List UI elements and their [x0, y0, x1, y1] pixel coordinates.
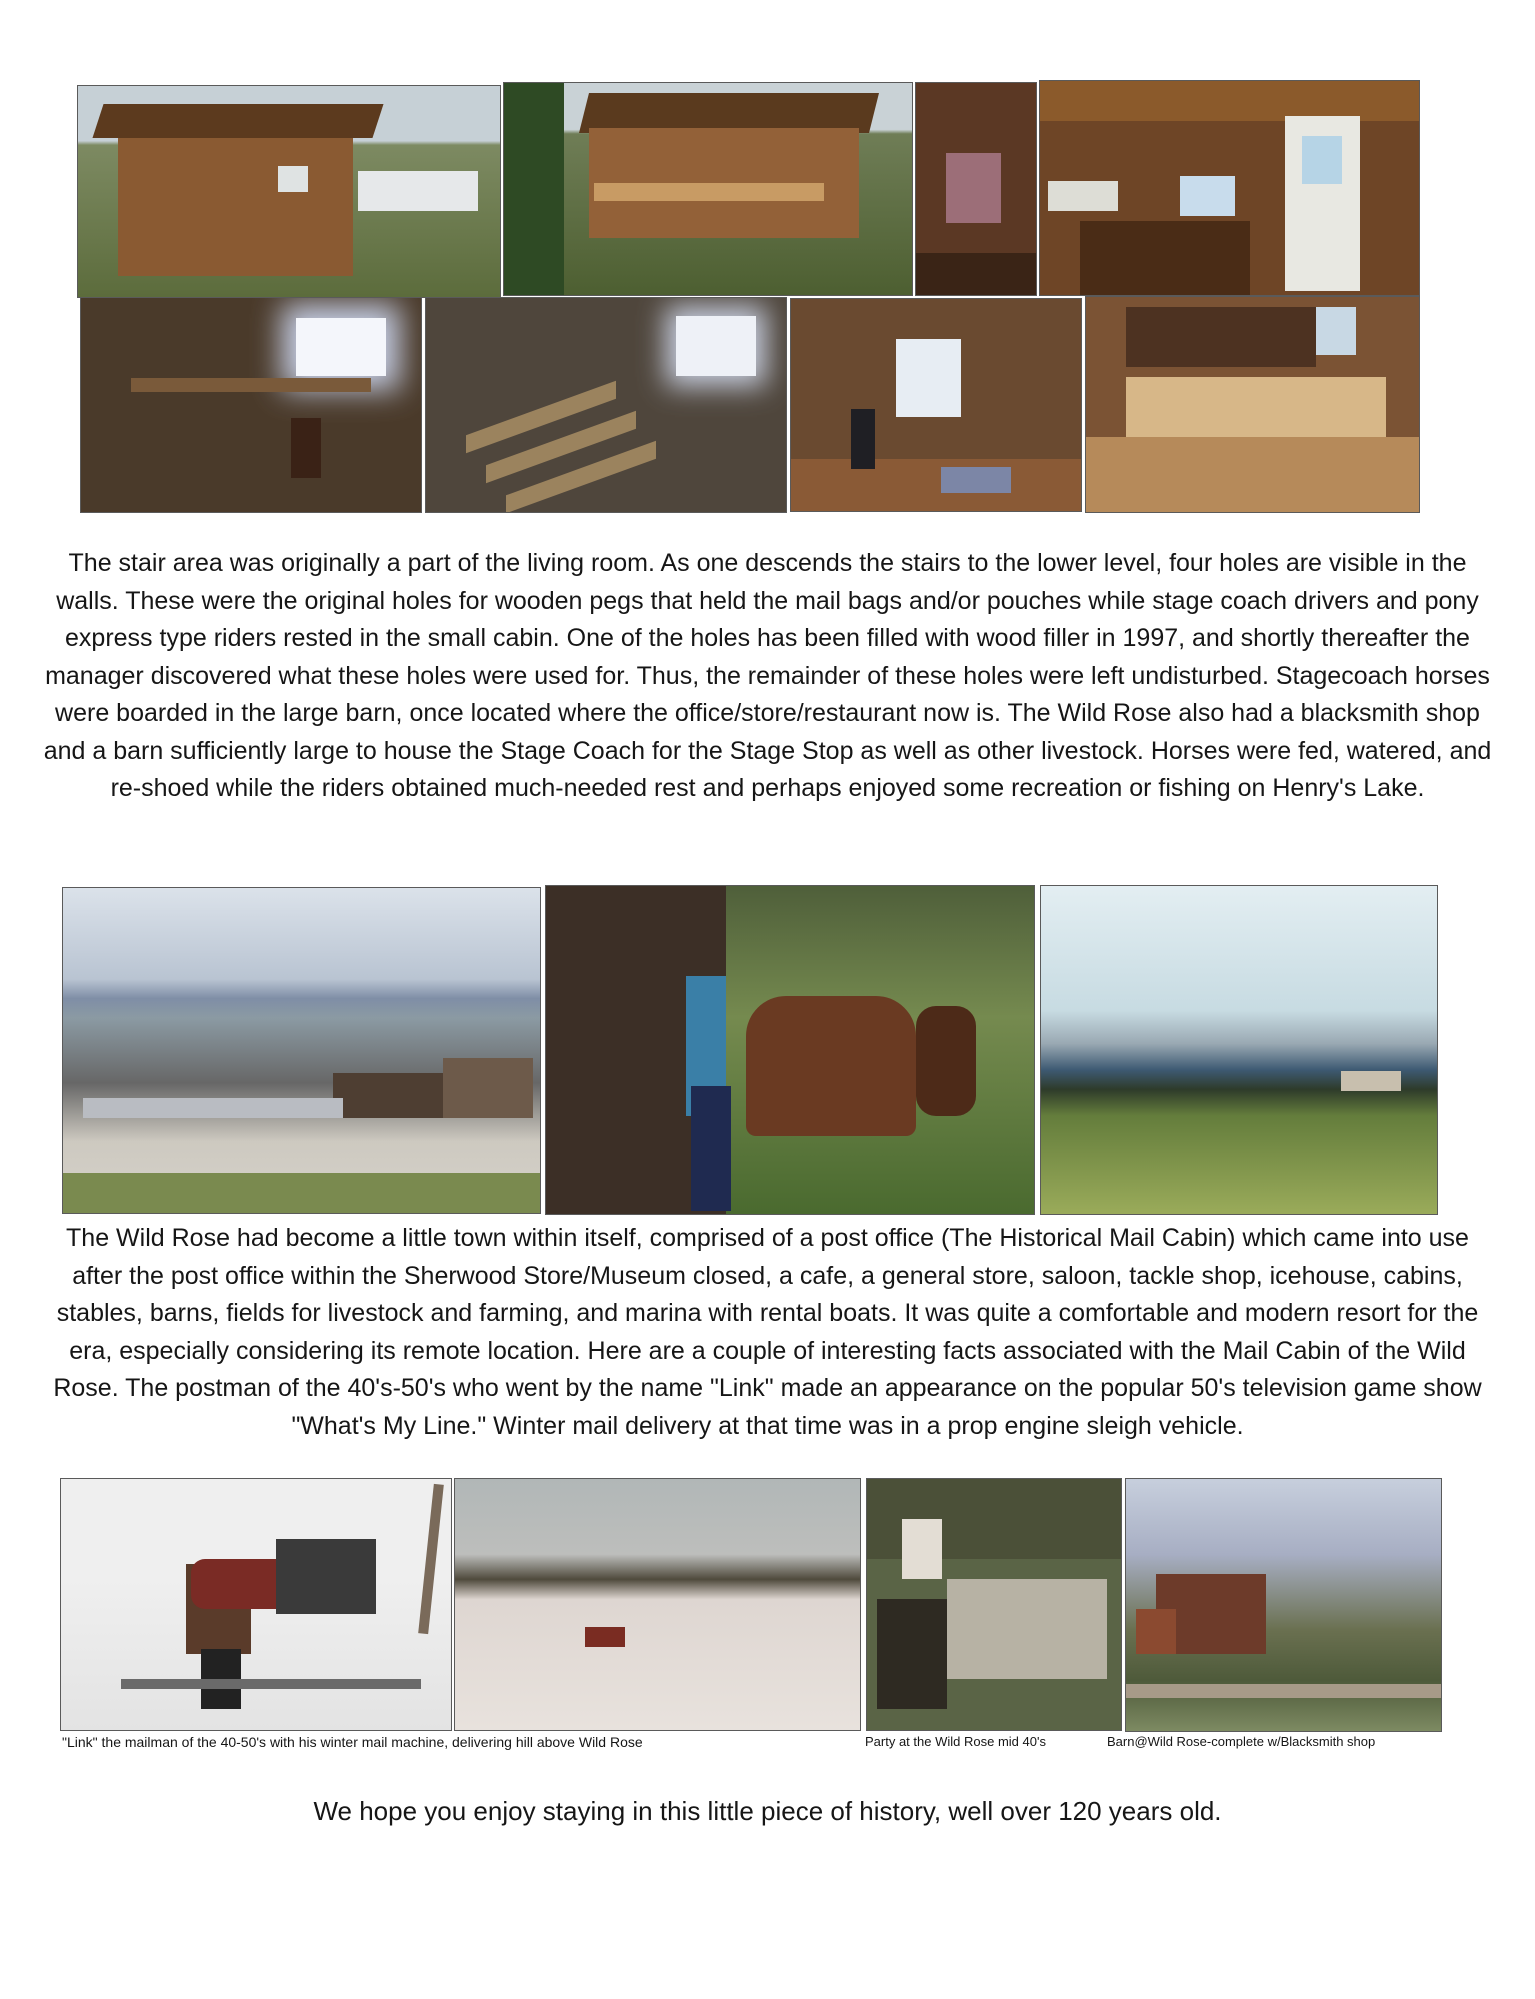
photo-lower-level-room	[790, 298, 1082, 512]
closing-line: We hope you enjoy staying in this little piece of history, well over 120 years old.	[313, 1796, 1222, 1826]
photo-historic-horses-at-stable	[545, 885, 1035, 1215]
paragraph-little-town: The Wild Rose had become a little town within itself, comprised of a post office (The Historical Mail Cabin) which came into use after the post office within the Sherwood Store/Museum closed, a cafe, a general store, saloon, tackle shop, icehouse, cabins, stables, barns, fields for livestock and farming, and marina with rental boats. It was quite a comfortable and modern resort for the era, especially considering its remote location. Here are a couple of interesting facts associated with the Mail Cabin of the Wild Rose. The postman of the 40's-50's who went by the name "Link" made an appearance on the popular 50's television game show "What's My Line." Winter mail delivery at that time was in a prop engine sleigh vehicle.	[53, 1224, 1482, 1440]
photo-cabin-interior-doorway	[915, 82, 1037, 296]
photo-party-wild-rose	[866, 1478, 1122, 1731]
photo-historic-lake-and-mountains	[1040, 885, 1438, 1215]
photo-link-delivering-hill	[454, 1478, 861, 1731]
caption-party: Party at the Wild Rose mid 40's	[865, 1734, 1046, 1749]
photo-barn-blacksmith-shop	[1125, 1478, 1442, 1732]
photo-cabin-exterior-deck	[503, 82, 913, 296]
caption-barn: Barn@Wild Rose-complete w/Blacksmith shop	[1107, 1734, 1376, 1749]
photo-link-winter-mail-machine	[60, 1478, 452, 1731]
photo-historic-wild-rose-barn-lake	[62, 887, 541, 1214]
photo-cabin-living-room	[1085, 296, 1420, 513]
paragraph-stair-area: The stair area was originally a part of the living room. As one descends the stairs to the lower level, four holes are visible in the walls. These were the original holes for wooden pegs that held the mail bags and/or pouches while stage coach drivers and pony express type riders rested in the small cabin. One of the holes has been filled with wood filler in 1997, and shortly thereafter the manager discovered what these holes were used for. Thus, the remainder of these holes were left undisturbed. Stagecoach horses were boarded in the large barn, once located where the office/store/restaurant now is. The Wild Rose also had a blacksmith shop and a barn sufficiently large to house the Stage Coach for the Stage Stop as well as other livestock. Horses were fed, watered, and re-shoed while the riders obtained much-needed rest and perhaps enjoyed some recreation or fishing on Henry's Lake.	[43, 549, 1492, 802]
caption-link-mailman: "Link" the mailman of the 40-50's with his winter mail machine, delivering hill above Wild Rose	[62, 1734, 643, 1750]
photo-lower-level-window	[80, 297, 422, 513]
photo-cabin-interior-kitchen	[1039, 80, 1420, 296]
photo-lower-level-stairs	[425, 297, 787, 513]
photo-cabin-exterior-side	[77, 85, 501, 298]
